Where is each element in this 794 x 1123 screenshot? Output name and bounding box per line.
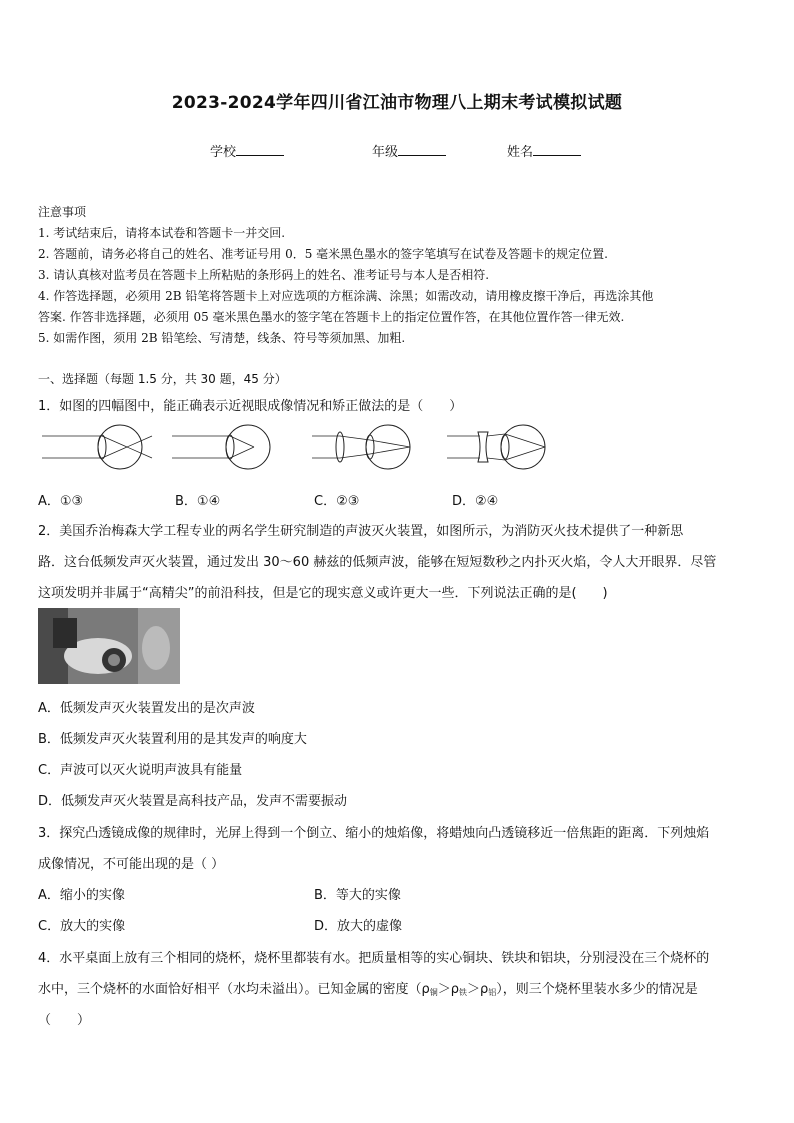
- question-4-line-2: [38, 978, 698, 998]
- name-label: 姓名: [507, 145, 534, 160]
- notice-line: 1. 考试结束后，请将本试卷和答题卡一并交回.: [38, 226, 286, 240]
- q3-option-b[interactable]: B．等大的实像: [314, 888, 401, 903]
- eye-diagram-3: [310, 422, 420, 472]
- grade-field[interactable]: [372, 141, 446, 160]
- q4-text: ＞ρ: [467, 982, 489, 997]
- q4-subscript: 铝: [488, 988, 497, 997]
- q1-option-a[interactable]: A．①③: [38, 494, 84, 509]
- school-label: 学校: [210, 145, 237, 160]
- q3-option-d[interactable]: D．放大的虚像: [314, 919, 403, 934]
- question-2-line: 路．这台低频发声灭火装置，通过发出 30～60 赫兹的低频声波，能够在短短数秒之内扑灭火焰，令人大开眼界．尽管: [38, 555, 717, 570]
- notice-heading: 注意事项: [38, 205, 87, 219]
- school-field[interactable]: [210, 141, 284, 160]
- q1-option-d[interactable]: D．②④: [452, 494, 499, 509]
- q3-option-c[interactable]: C．放大的实像: [38, 919, 126, 934]
- notice-line: 4. 作答选择题，必须用 2B 铅笔将答题卡上对应选项的方框涂满、涂黑；如需改动，请用橡皮擦干净后，再选涂其他: [38, 289, 654, 303]
- question-4-line: （ ）: [38, 1013, 91, 1028]
- q4-text: 水中，三个烧杯的水面恰好相平（水均未溢出）。已知金属的密度（ρ: [38, 982, 430, 997]
- eye-diagram-4: [445, 422, 555, 472]
- notice-line: 3. 请认真核对监考员在答题卡上所粘贴的条形码上的姓名、准考证号与本人是否相符.: [38, 268, 490, 282]
- q3-option-a[interactable]: A．缩小的实像: [38, 888, 125, 903]
- notice-line: 5. 如需作图，须用 2B 铅笔绘、写清楚，线条、符号等须加黑、加粗.: [38, 331, 406, 345]
- school-blank[interactable]: [236, 143, 284, 156]
- name-field[interactable]: [507, 141, 581, 160]
- q2-option-c[interactable]: C．声波可以灭火说明声波具有能量: [38, 763, 243, 778]
- sonic-extinguisher-photo: [38, 608, 180, 684]
- q1-option-b[interactable]: B．①④: [175, 494, 221, 509]
- grade-blank[interactable]: [398, 143, 446, 156]
- question-2-line: 这项发明并非属于“高精尖”的前沿科技，但是它的现实意义或许更大一些．下列说法正确的是( ): [38, 586, 608, 601]
- eye-diagram-1: [40, 422, 160, 472]
- q4-subscript: 铜: [429, 988, 438, 997]
- grade-label: 年级: [372, 145, 399, 160]
- q4-text: ＞ρ: [437, 982, 460, 997]
- q1-option-c[interactable]: C．②③: [314, 494, 360, 509]
- name-blank[interactable]: [533, 143, 581, 156]
- section-heading: 一、选择题（每题 1.5 分，共 30 题，45 分）: [38, 372, 287, 386]
- q2-option-a[interactable]: A．低频发声灭火装置发出的是次声波: [38, 701, 255, 716]
- question-1-stem: 1．如图的四幅图中，能正确表示近视眼成像情况和矫正做法的是（ ）: [38, 399, 463, 414]
- q2-option-d[interactable]: D．低频发声灭火装置是高科技产品，发声不需要振动: [38, 794, 348, 809]
- question-3-line: 3．探究凸透镜成像的规律时，光屏上得到一个倒立、缩小的烛焰像，将蜡烛向凸透镜移近一倍焦距的距离．下列烛焰: [38, 826, 710, 841]
- page-title: 2023-2024学年四川省江油市物理八上期末考试模拟试题: [171, 93, 623, 113]
- q4-subscript: 铁: [459, 988, 468, 997]
- notice-line: 2. 答题前，请务必将自己的姓名、准考证号用 0．5 毫米黑色墨水的签字笔填写在试卷及答题卡的规定位置.: [38, 247, 608, 261]
- notice-line: 答案. 作答非选择题，必须用 05 毫米黑色墨水的签字笔在答题卡上的指定位置作答，在其他位置作答一律无效.: [38, 310, 625, 324]
- q2-option-b[interactable]: B．低频发声灭火装置利用的是其发声的响度大: [38, 732, 307, 747]
- question-2-line: 2．美国乔治梅森大学工程专业的两名学生研究制造的声波灭火装置，如图所示，为消防灭火技术提供了一种新思: [38, 524, 684, 539]
- q4-text: ），则三个烧杯里装水多少的情况是: [496, 982, 698, 997]
- question-3-line: 成像情况，不可能出现的是（ ）: [38, 857, 225, 872]
- eye-diagram-2: [170, 422, 280, 472]
- question-4-line: 4．水平桌面上放有三个相同的烧杯，烧杯里都装有水。把质量相等的实心铜块、铁块和铝块，分别浸没在三个烧杯的: [38, 951, 710, 966]
